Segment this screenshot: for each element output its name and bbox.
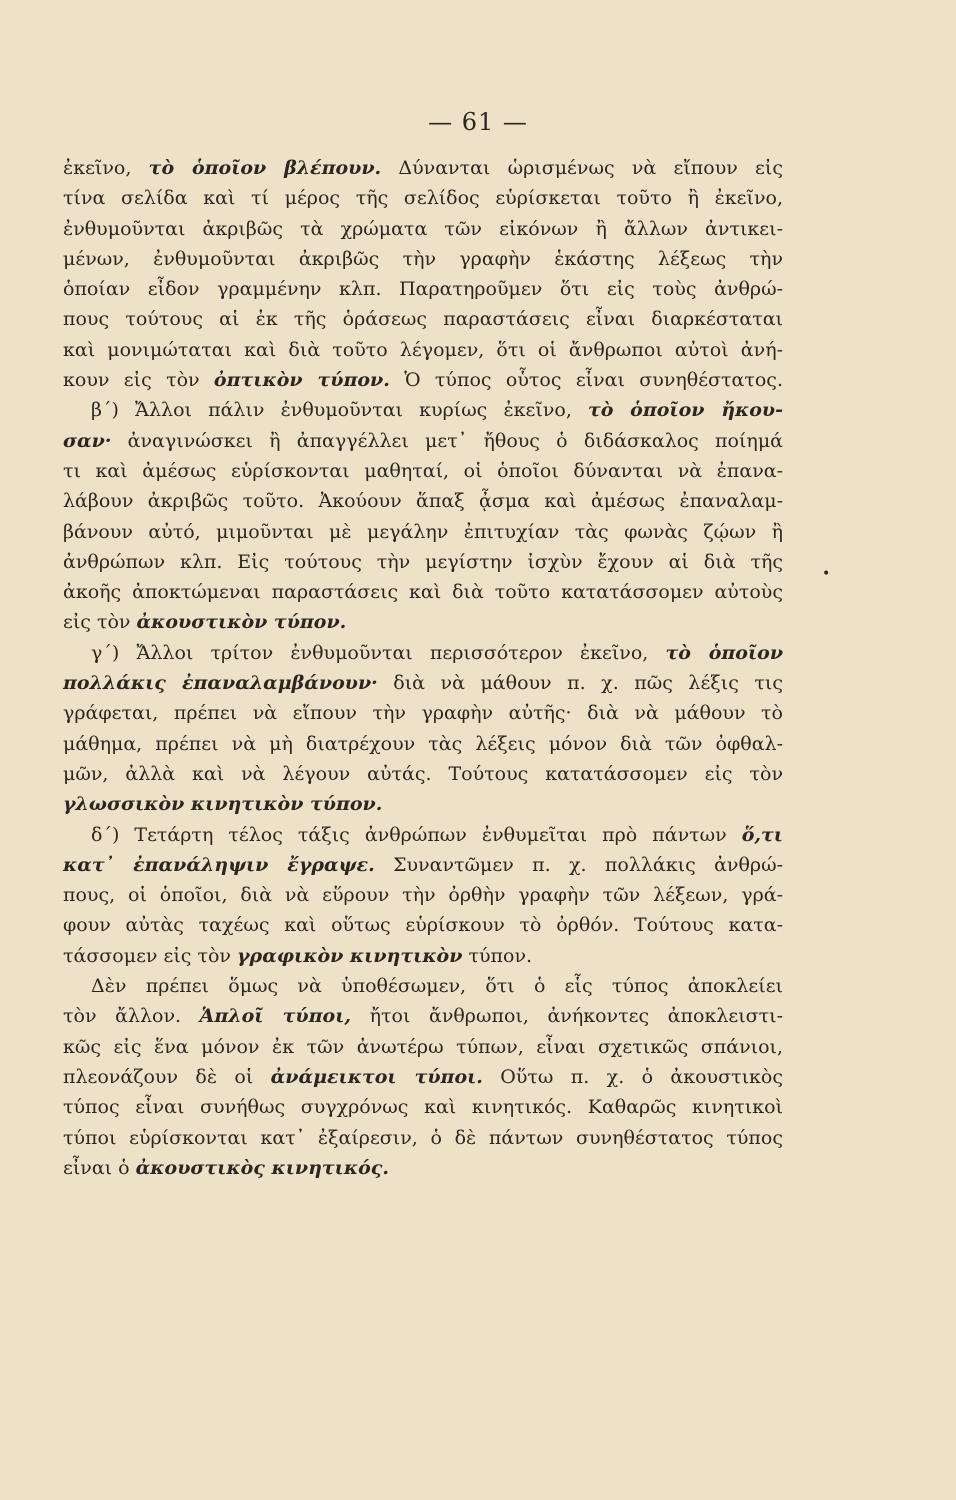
text-line [63,304,783,334]
text-line [63,789,783,819]
text-line [63,1092,783,1122]
text-segment: μῶν, ἀλλὰ καὶ νὰ λέγουν αὐτάς. Τούτους κατατάσσομεν εἰς τὸν [63,762,783,785]
text-line [63,668,783,698]
emphasized-text: σαν· [63,429,112,452]
text-segment: ἀκοῆς ἀποκτώμεναι παραστάσεις καὶ διὰ τοῦτο κατατάσσομεν αὐτοὺς [63,581,783,604]
text-line [63,486,783,516]
text-line [63,759,783,789]
text-line [63,214,783,244]
text-line [63,1123,783,1153]
text-segment: ὁποίαν εἶδον γραμμένην κλπ. Παρατηροῦμεν ὅτι εἰς τοὺς ἀνθρώ- [63,278,783,301]
text-segment: γράφεται, πρέπει νὰ εἴπουν τὴν γραφὴν αὐτῆς· διὰ νὰ μάθουν τὸ [63,702,783,725]
text-line [63,517,783,547]
emphasized-text: ἀκουστικὸς κινητικός. [135,1156,389,1179]
emphasized-text: κατ᾿ ἐπανάληψιν ἔγραψε. [63,853,375,876]
text-line [63,1062,783,1092]
margin-dot: • [822,566,831,582]
text-segment: τύπος εἶναι συνήθως συγχρόνως καὶ κινητικός. Καθαρῶς κινητικοὶ [63,1096,783,1119]
emphasized-text: τὸ ὁποῖον βλέπουν. [148,157,382,179]
text-segment: πους τούτους αἱ ἐκ τῆς ὁράσεως παραστάσεις εἶναι διαρκέσταται [63,308,783,331]
text-segment: τίνα σελίδα καὶ τί μέρος τῆς σελίδος εὑρίσκεται τοῦτο ἢ ἐκεῖνο, [63,187,783,210]
text-segment: ἐνθυμοῦνται ἀκριβῶς τὰ χρώματα τῶν εἰκόνων ἢ ἄλλων ἀντικει- [63,217,783,240]
text-segment: Ὁ τύπος οὗτος εἶναι συνηθέστατος. [389,369,783,392]
text-line [63,577,783,607]
text-line [63,1032,783,1062]
text-segment: ἤτοι ἄνθρωποι, ἀνήκοντες ἀποκλειστι- [351,1005,784,1028]
text-line [63,335,783,365]
text-line [63,941,783,971]
text-segment: ἀναγινώσκει ἢ ἀπαγγέλλει μετ᾿ ἤθους ὁ διδάσκαλος ποίημά [111,429,783,452]
text-segment: εἰς τὸν [63,611,137,634]
text-line [63,183,783,213]
text-segment: γ΄) Ἄλλοι τρίτον ἐνθυμοῦνται περισσότερον ἐκεῖνο, [91,641,666,664]
text-segment: τι καὶ ἀμέσως εὑρίσκονται μαθηταί, οἱ ὁποῖοι δύνανται νὰ ἐπανα- [63,459,783,482]
text-line [63,456,783,486]
text-segment: βάνουν αὐτό, μιμοῦνται μὲ μεγάλην ἐπιτυχίαν τὰς φωνὰς ζῴων ἢ [63,520,783,543]
text-line [63,1001,783,1031]
text-segment: β΄) Ἄλλοι πάλιν ἐνθυμοῦνται κυρίως ἐκεῖνο, [91,399,588,422]
text-segment: μάθημα, πρέπει νὰ μὴ διατρέχουν τὰς λέξεις μόνον διὰ τῶν ὀφθαλ- [63,732,783,755]
text-segment: καὶ μονιμώταται καὶ διὰ τοῦτο λέγομεν, ὅτι οἱ ἄνθρωποι αὐτοὶ ἀνή- [63,338,783,361]
text-segment: Δύνανται ὡρισμένως νὰ εἴπουν εἰς [381,157,783,179]
text-line [63,395,783,425]
text-line [63,1153,783,1183]
text-segment: διὰ νὰ μάθουν π. χ. πῶς λέξις τις [377,672,783,695]
emphasized-text: τὸ ὁποῖον [665,641,784,664]
text-segment: μένων, ἐνθυμοῦνται ἀκριβῶς τὴν γραφὴν ἑκάστης λέξεως τὴν [63,247,783,270]
text-segment: Δὲν πρέπει ὅμως νὰ ὑποθέσωμεν, ὅτι ὁ εἷς τύπος ἀποκλείει [91,975,783,998]
text-line [63,153,783,183]
text-line [63,729,783,759]
text-segment: λάβουν ἀκριβῶς τοῦτο. Ἀκούουν ἅπαξ ᾆσμα καὶ ἀμέσως ἐπαναλαμ- [63,490,783,513]
text-line [63,244,783,274]
text-segment: ἀνθρώπων κλπ. Εἰς τούτους τὴν μεγίστην ἰσχὺν ἔχουν αἱ διὰ τῆς [63,550,783,573]
text-segment: δ΄) Τετάρτη τέλος τάξις ἀνθρώπων ἐνθυμεῖται πρὸ πάντων [91,823,742,846]
text-line [63,638,783,668]
text-segment: κῶς εἰς ἕνα μόνον ἐκ τῶν ἀνωτέρω τύπων, εἶναι σχετικῶς σπάνιοι, [63,1035,783,1058]
text-segment: πλεονάζουν δὲ οἱ [63,1065,271,1088]
emphasized-text: ἀκουστικὸν τύπον. [136,611,347,634]
text-line [63,426,783,456]
emphasized-text: ἀνάμεικτοι τύποι. [270,1065,483,1088]
text-line [63,274,783,304]
text-line [63,820,783,850]
body-text [63,153,783,1183]
emphasized-text: γλωσσικὸν κινητικὸν τύπον. [63,793,383,816]
emphasized-text: Ἁπλοῖ τύποι, [199,1005,352,1028]
text-segment: τύπον. [462,944,533,967]
text-segment: Συναντῶμεν π. χ. πολλάκις ἀνθρώ- [374,853,783,876]
text-line [63,880,783,910]
text-segment: Οὕτω π. χ. ὁ ἀκουστικὸς [482,1065,783,1088]
text-segment: τάσσομεν εἰς τὸν [63,944,238,967]
text-line [63,910,783,940]
text-line [63,698,783,728]
emphasized-text: ὅ,τι [741,823,783,846]
text-segment: φουν αὐτὰς ταχέως καὶ οὕτως εὑρίσκουν τὸ ὀρθόν. Τούτους κατα- [63,914,783,937]
text-segment: εἶναι ὁ [63,1156,136,1179]
text-line [63,607,783,637]
text-line [63,547,783,577]
text-segment: ἐκεῖνο, [63,157,149,179]
text-segment: τύποι εὑρίσκονται κατ᾿ ἐξαίρεσιν, ὁ δὲ πάντων συνηθέστατος τύπος [63,1126,783,1149]
text-line [63,971,783,1001]
emphasized-text: ὀπτικὸν τύπον. [213,369,390,392]
text-line [63,850,783,880]
emphasized-text: γραφικὸν κινητικὸν [237,944,463,967]
text-segment: κουν εἰς τὸν [63,369,214,392]
text-segment: τὸν ἄλλον. [63,1005,200,1028]
text-segment: πους, οἱ ὁποῖοι, διὰ νὰ εὕρουν τὴν ὀρθὴν γραφὴν τῶν λέξεων, γρά- [63,884,783,907]
page-number: — 61 — [428,108,528,136]
text-line [63,365,783,395]
emphasized-text: πολλάκις ἐπαναλαμβάνουν· [63,672,378,695]
emphasized-text: τὸ ὁποῖον ἤκου- [588,399,783,422]
